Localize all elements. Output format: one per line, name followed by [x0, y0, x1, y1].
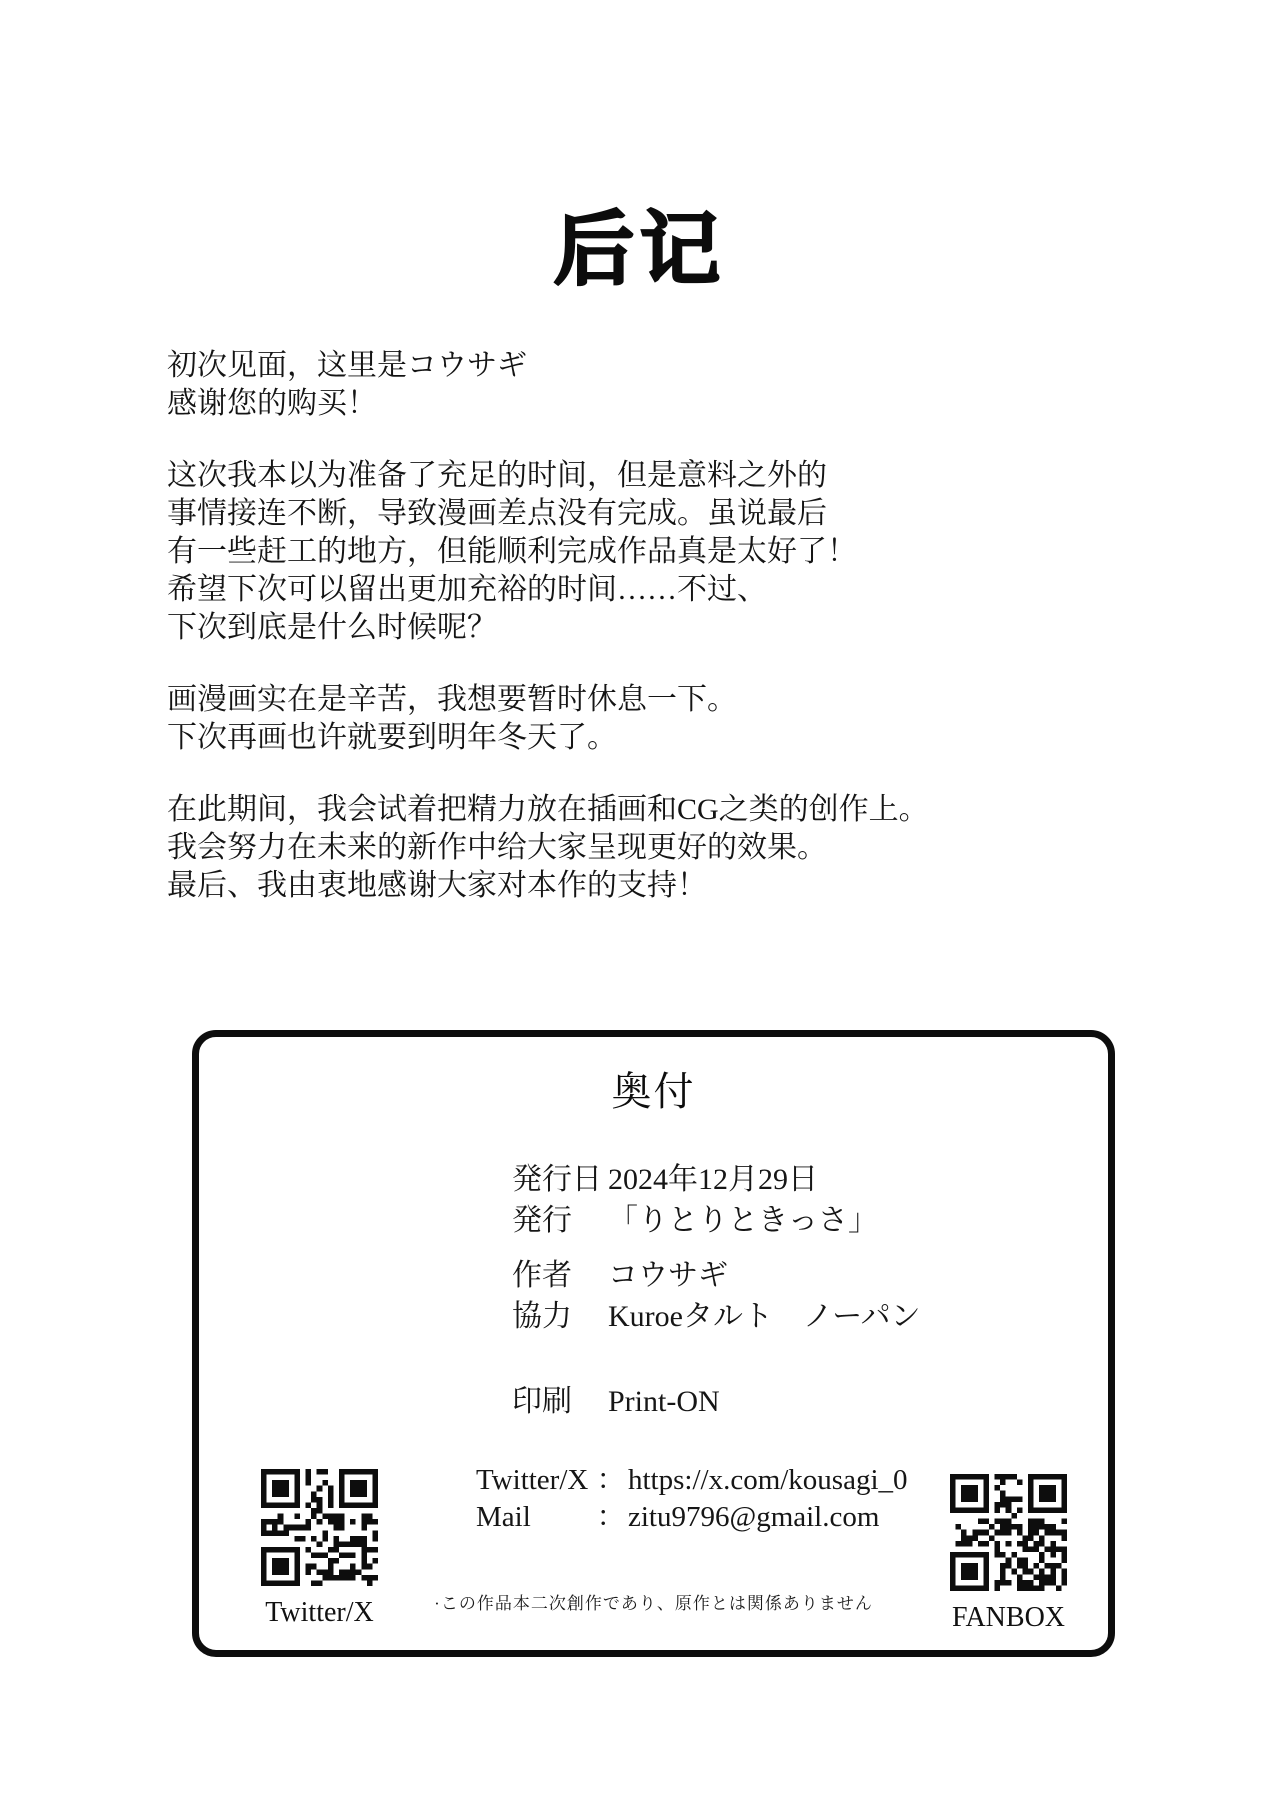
text-line: 事情接连不断，导致漫画差点没有完成。虽说最后 — [167, 497, 827, 530]
colophon-title: 奥付 — [611, 1069, 696, 1114]
colophon-row-label: 協力 — [512, 1300, 572, 1333]
fanbox-qr-code — [950, 1474, 1067, 1591]
fanbox-qr-block — [950, 1474, 1067, 1634]
twitter-qr-code — [261, 1469, 378, 1586]
text-line: 我会努力在未来的新作中给大家呈现更好的效果。 — [167, 831, 827, 864]
contact-separator: ： — [596, 1501, 626, 1533]
colophon-row-value: Print-ON — [608, 1385, 720, 1418]
colophon-row-value: 2024年12月29日 — [608, 1163, 818, 1196]
afterword-paragraph — [167, 347, 1127, 423]
contact-value: zitu9796@gmail.com — [628, 1501, 880, 1533]
colophon-row-label: 作者 — [512, 1259, 572, 1292]
colophon-row-label: 発行日 — [512, 1163, 602, 1196]
colophon-row — [512, 1296, 921, 1337]
text-line: 初次见面，这里是コウサギ — [167, 349, 527, 382]
colophon-row-value: 「りとりときっさ」 — [608, 1204, 878, 1237]
contact-separator: ： — [596, 1464, 626, 1496]
text-line: 这次我本以为准备了充足的时间，但是意料之外的 — [167, 459, 827, 492]
afterword-paragraph — [167, 457, 1127, 647]
text-line: 下次再画也许就要到明年冬天了。 — [167, 721, 617, 754]
colophon-rows — [512, 1159, 921, 1422]
afterword-paragraph — [167, 791, 1127, 905]
disclaimer-note: ·この作品本二次創作であり、原作とは関係ありません — [434, 1594, 873, 1613]
text-line: 感谢您的购买！ — [167, 387, 377, 420]
colophon-box — [192, 1030, 1115, 1657]
contact-label: Twitter/X — [476, 1464, 589, 1496]
contact-row — [476, 1499, 908, 1536]
contact-value: https://x.com/kousagi_0 — [628, 1464, 908, 1496]
twitter-qr-label: Twitter/X — [265, 1597, 374, 1628]
colophon-row — [512, 1255, 921, 1296]
contact-row — [476, 1462, 908, 1499]
colophon-row-label: 印刷 — [512, 1385, 572, 1418]
text-line: 最后、我由衷地感谢大家对本作的支持！ — [167, 869, 707, 902]
page-title: 后记 — [554, 203, 726, 296]
text-line: 在此期间，我会试着把精力放在插画和CG之类的创作上。 — [167, 793, 929, 826]
colophon-row — [512, 1159, 921, 1200]
afterword-text — [167, 347, 1127, 905]
colophon-row — [512, 1200, 921, 1241]
colophon-row-value: コウサギ — [608, 1259, 728, 1292]
twitter-qr-block — [261, 1469, 378, 1629]
afterword-paragraph — [167, 681, 1127, 757]
colophon-row-value: Kuroeタルト ノーパン — [608, 1300, 921, 1333]
text-line: 下次到底是什么时候呢？ — [167, 611, 497, 644]
text-line: 希望下次可以留出更加充裕的时间……不过、 — [167, 573, 767, 606]
fanbox-qr-label: FANBOX — [951, 1602, 1066, 1633]
colophon-row — [512, 1381, 921, 1422]
text-line: 有一些赶工的地方，但能顺利完成作品真是太好了！ — [167, 535, 857, 568]
text-line: 画漫画实在是辛苦，我想要暂时休息一下。 — [167, 683, 737, 716]
colophon-row-label: 発行 — [512, 1204, 572, 1237]
colophon-contacts — [476, 1462, 908, 1536]
contact-label: Mail — [476, 1501, 531, 1533]
